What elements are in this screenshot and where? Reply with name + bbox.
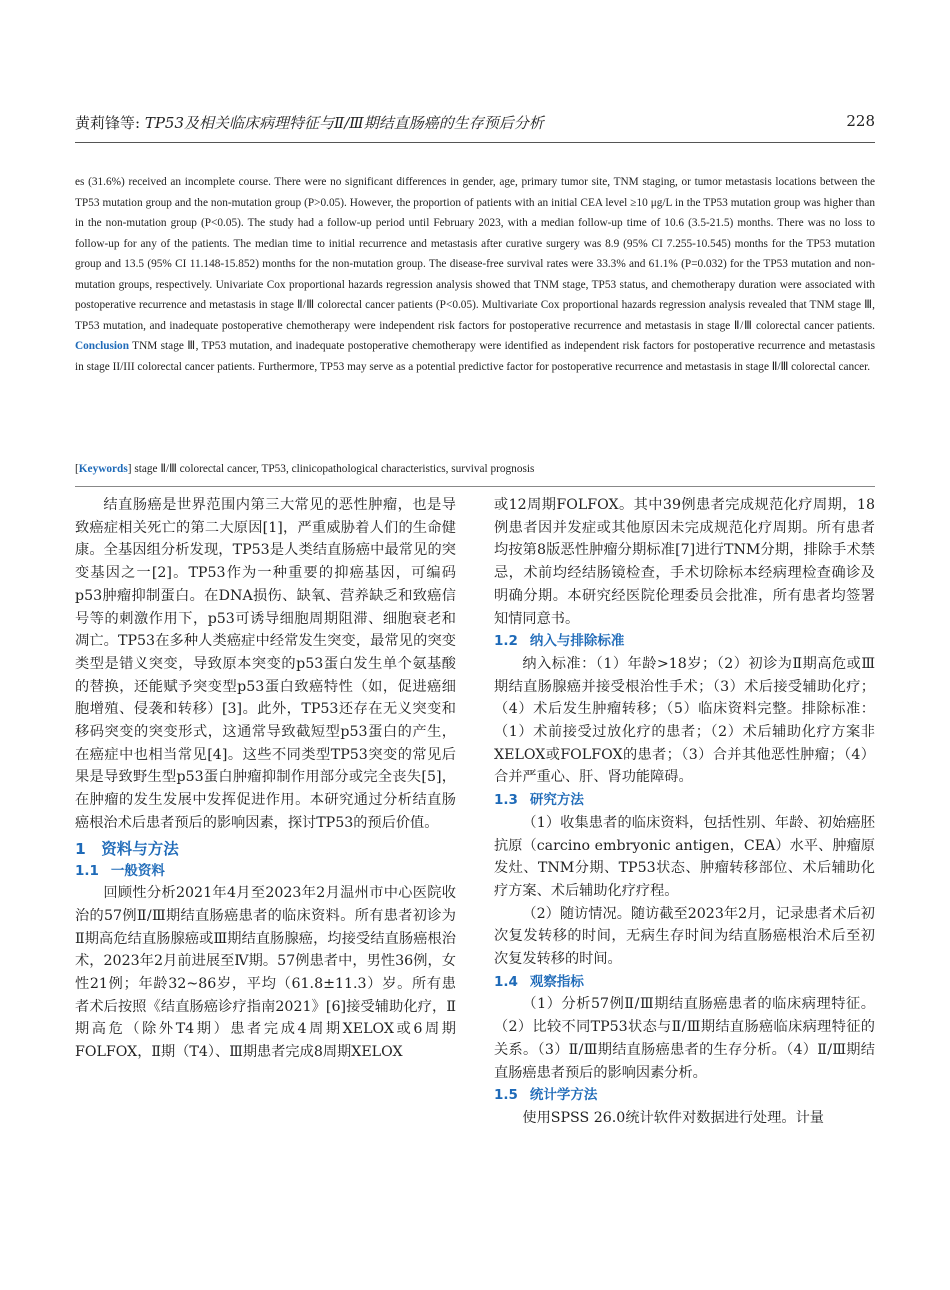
continued-paragraph: 或12周期FOLFOX。其中39例患者完成规范化疗周期，18例患者因并发症或其他原因未完成规范化疗周期。所有患者均按第8版恶性肿瘤分期标准[7]进行TNM分期，排除手术禁忌，术前均经结肠镜检查，手术切除标本经病理检查确诊及明确分期。本研究经医院伦理委员会批准，所有患者均签署知情同意书。	[494, 497, 875, 627]
section-number: 1.4	[494, 973, 518, 990]
conclusion-text: TNM stage Ⅲ, TP53 mutation, and inadequate postoperative chemotherapy were identified as independent risk factors for postoperative recurrence and metastasis in stage II/III colorectal cancer patients. Furthermore, TP53 may serve as a potential predictive factor for postoperative recurrence and metastasis in stage Ⅱ/Ⅲ colorectal cancer.	[75, 340, 875, 373]
section-title: 研究方法	[529, 792, 584, 809]
abstract-divider	[75, 486, 875, 487]
section-1-2-heading	[494, 630, 875, 653]
keywords-line: [Keywords] stage Ⅱ/Ⅲ colorectal cancer, TP53, clinicopathological characteristics, survival prognosis	[75, 463, 535, 475]
section-title: 一般资料	[110, 862, 165, 879]
abstract-results-text: es (31.6%) received an incomplete course. There were no significant differences in gender, age, primary tumor site, TNM staging, or tumor metastasis locations between the TP53 mutation group and the non-mutation group (P>0.05). However, the proportion of patients with an initial CEA level ≥10 μg/L in the TP53 mutation group was higher than in the non-mutation group (P<0.05). The study had a follow-up period until February 2023, with a median follow-up time of 10.6 (3.5-21.5) months. There was no loss to follow-up for any of the patients. The median time to initial recurrence and metastasis after curative surgery was 8.9 (95% CI 7.255-10.545) months for the TP53 mutation group and 13.5 (95% CI 11.148-15.852) months for the non-mutation group. The disease-free survival rates were 33.3% and 61.1% (P=0.032) for the TP53 mutation and non-mutation groups, respectively. Univariate Cox proportional hazards regression analysis showed that TNM stage, TP53 status, and chemotherapy duration were associated with postoperative recurrence and metastasis in stage Ⅱ/Ⅲ colorectal cancer patients (P<0.05). Multivariate Cox proportional hazards regression analysis revealed that TNM stage Ⅲ, TP53 mutation, and inadequate postoperative chemotherapy were independent risk factors for postoperative recurrence and metastasis in stage Ⅱ/Ⅲ colorectal cancer patients.	[75, 176, 875, 332]
section-1-5-text: 使用SPSS 26.0统计软件对数据进行处理。计量	[522, 1109, 824, 1126]
section-number: 1.2	[494, 633, 518, 650]
section-1-2-text: 纳入标准：（1）年龄>18岁；（2）初诊为Ⅱ期高危或Ⅲ期结直肠腺癌并接受根治性手术；（3）术后接受辅助化疗；（4）术后发生肿瘤转移；（5）临床资料完整。排除标准：（1）术前接受过放化疗的患者；（2）术后辅助化疗方案非XELOX或FOLFOX的患者；（3）合并其他恶性肿瘤；（4）合并严重心、肝、肾功能障碍。	[494, 655, 875, 786]
section-1-1-heading	[75, 860, 456, 883]
conclusion-label: Conclusion	[75, 340, 129, 352]
section-title: 纳入与排除标准	[529, 633, 625, 650]
keywords-label: Keywords	[78, 463, 128, 475]
section-1-4-text: （1）分析57例Ⅱ/Ⅲ期结直肠癌患者的临床病理特征。（2）比较不同TP53状态与Ⅱ/Ⅲ期结直肠癌临床病理特征的关系。（3）Ⅱ/Ⅲ期结直肠癌患者的生存分析。（4）Ⅱ/Ⅲ期结直肠癌患者预后的影响因素分析。	[494, 996, 875, 1081]
english-abstract	[75, 172, 875, 377]
section-1-3-text-2: （2）随访情况。随访截至2023年2月，记录患者术后初次复发转移的时间，无病生存时间为结直肠癌根治术后至初次复发转移的时间。	[494, 905, 875, 968]
running-header	[75, 112, 875, 142]
section-1-4-heading	[494, 971, 875, 994]
keywords-text: stage Ⅱ/Ⅲ colorectal cancer, TP53, clinicopathological characteristics, survival prognosis	[134, 463, 535, 475]
page-number: 228	[846, 112, 875, 130]
header-divider	[75, 142, 875, 143]
section-1-3-text-1: （1）收集患者的临床资料，包括性别、年龄、初始癌胚抗原（carcino embryonic antigen，CEA）水平、肿瘤原发灶、TNM分期、TP53状态、肿瘤转移部位、术后辅助化疗方案、术后辅助化疗疗程。	[494, 814, 875, 899]
left-column	[75, 494, 456, 1064]
section-title: 统计学方法	[529, 1087, 598, 1104]
section-1-3-heading	[494, 789, 875, 812]
section-1-5-heading	[494, 1084, 875, 1107]
section-number: 1.3	[494, 792, 518, 809]
header-authors: 黄莉锋等:	[75, 114, 145, 132]
right-column	[494, 494, 875, 1130]
introduction-paragraph: 结直肠癌是世界范围内第三大常见的恶性肿瘤，也是导致癌症相关死亡的第二大原因[1]，严重威胁着人们的生命健康。全基因组分析发现，TP53是人类结直肠癌中最常见的突变基因之一[2]。TP53作为一种重要的抑癌基因，可编码p53肿瘤抑制蛋白。在DNA损伤、缺氧、营养缺乏和致癌信号等的刺激作用下，p53可诱导细胞周期阻滞、细胞衰老和凋亡。TP53在多种人类癌症中经常发生突变，最常见的突变类型是错义突变，导致原本突变的p53蛋白发生单个氨基酸的替换，还能赋予突变型p53蛋白致癌特性（如，促进癌细胞增殖、侵袭和转移）[3]。此外，TP53还存在无义突变和移码突变的突变形式，这通常导致截短型p53蛋白的产生，在癌症中也相当常见[4]。这些不同类型TP53突变的常见后果是导致野生型p53蛋白肿瘤抑制作用部分或完全丧失[5]，在肿瘤的发生发展中发挥促进作用。本研究通过分析结直肠癌根治术后患者预后的影响因素，探讨TP53的预后价值。	[75, 497, 456, 831]
section-1-1-text: 回顾性分析2021年4月至2023年2月温州市中心医院收治的57例Ⅱ/Ⅲ期结直肠癌患者的临床资料。所有患者初诊为Ⅱ期高危结直肠腺癌或Ⅲ期结直肠腺癌，均接受结直肠癌根治术，2023年2月前进展至Ⅳ期。57例患者中，男性36例，女性21例；年龄32~86岁，平均（61.8±11.3）岁。所有患者术后按照《结直肠癌诊疗指南2021》[6]接受辅助化疗，Ⅱ期高危（除外T4期）患者完成4周期XELOX或6周期FOLFOX，Ⅱ期（T4）、Ⅲ期患者完成8周期XELOX	[75, 885, 456, 1061]
running-title	[75, 112, 544, 133]
section-title: 观察指标	[529, 973, 584, 990]
section-number: 1.1	[75, 862, 99, 879]
section-number: 1.5	[494, 1087, 518, 1104]
header-title: TP53及相关临床病理特征与Ⅱ/Ⅲ期结直肠癌的生存预后分析	[144, 114, 544, 132]
section-1-heading: 1 资料与方法	[75, 839, 179, 858]
